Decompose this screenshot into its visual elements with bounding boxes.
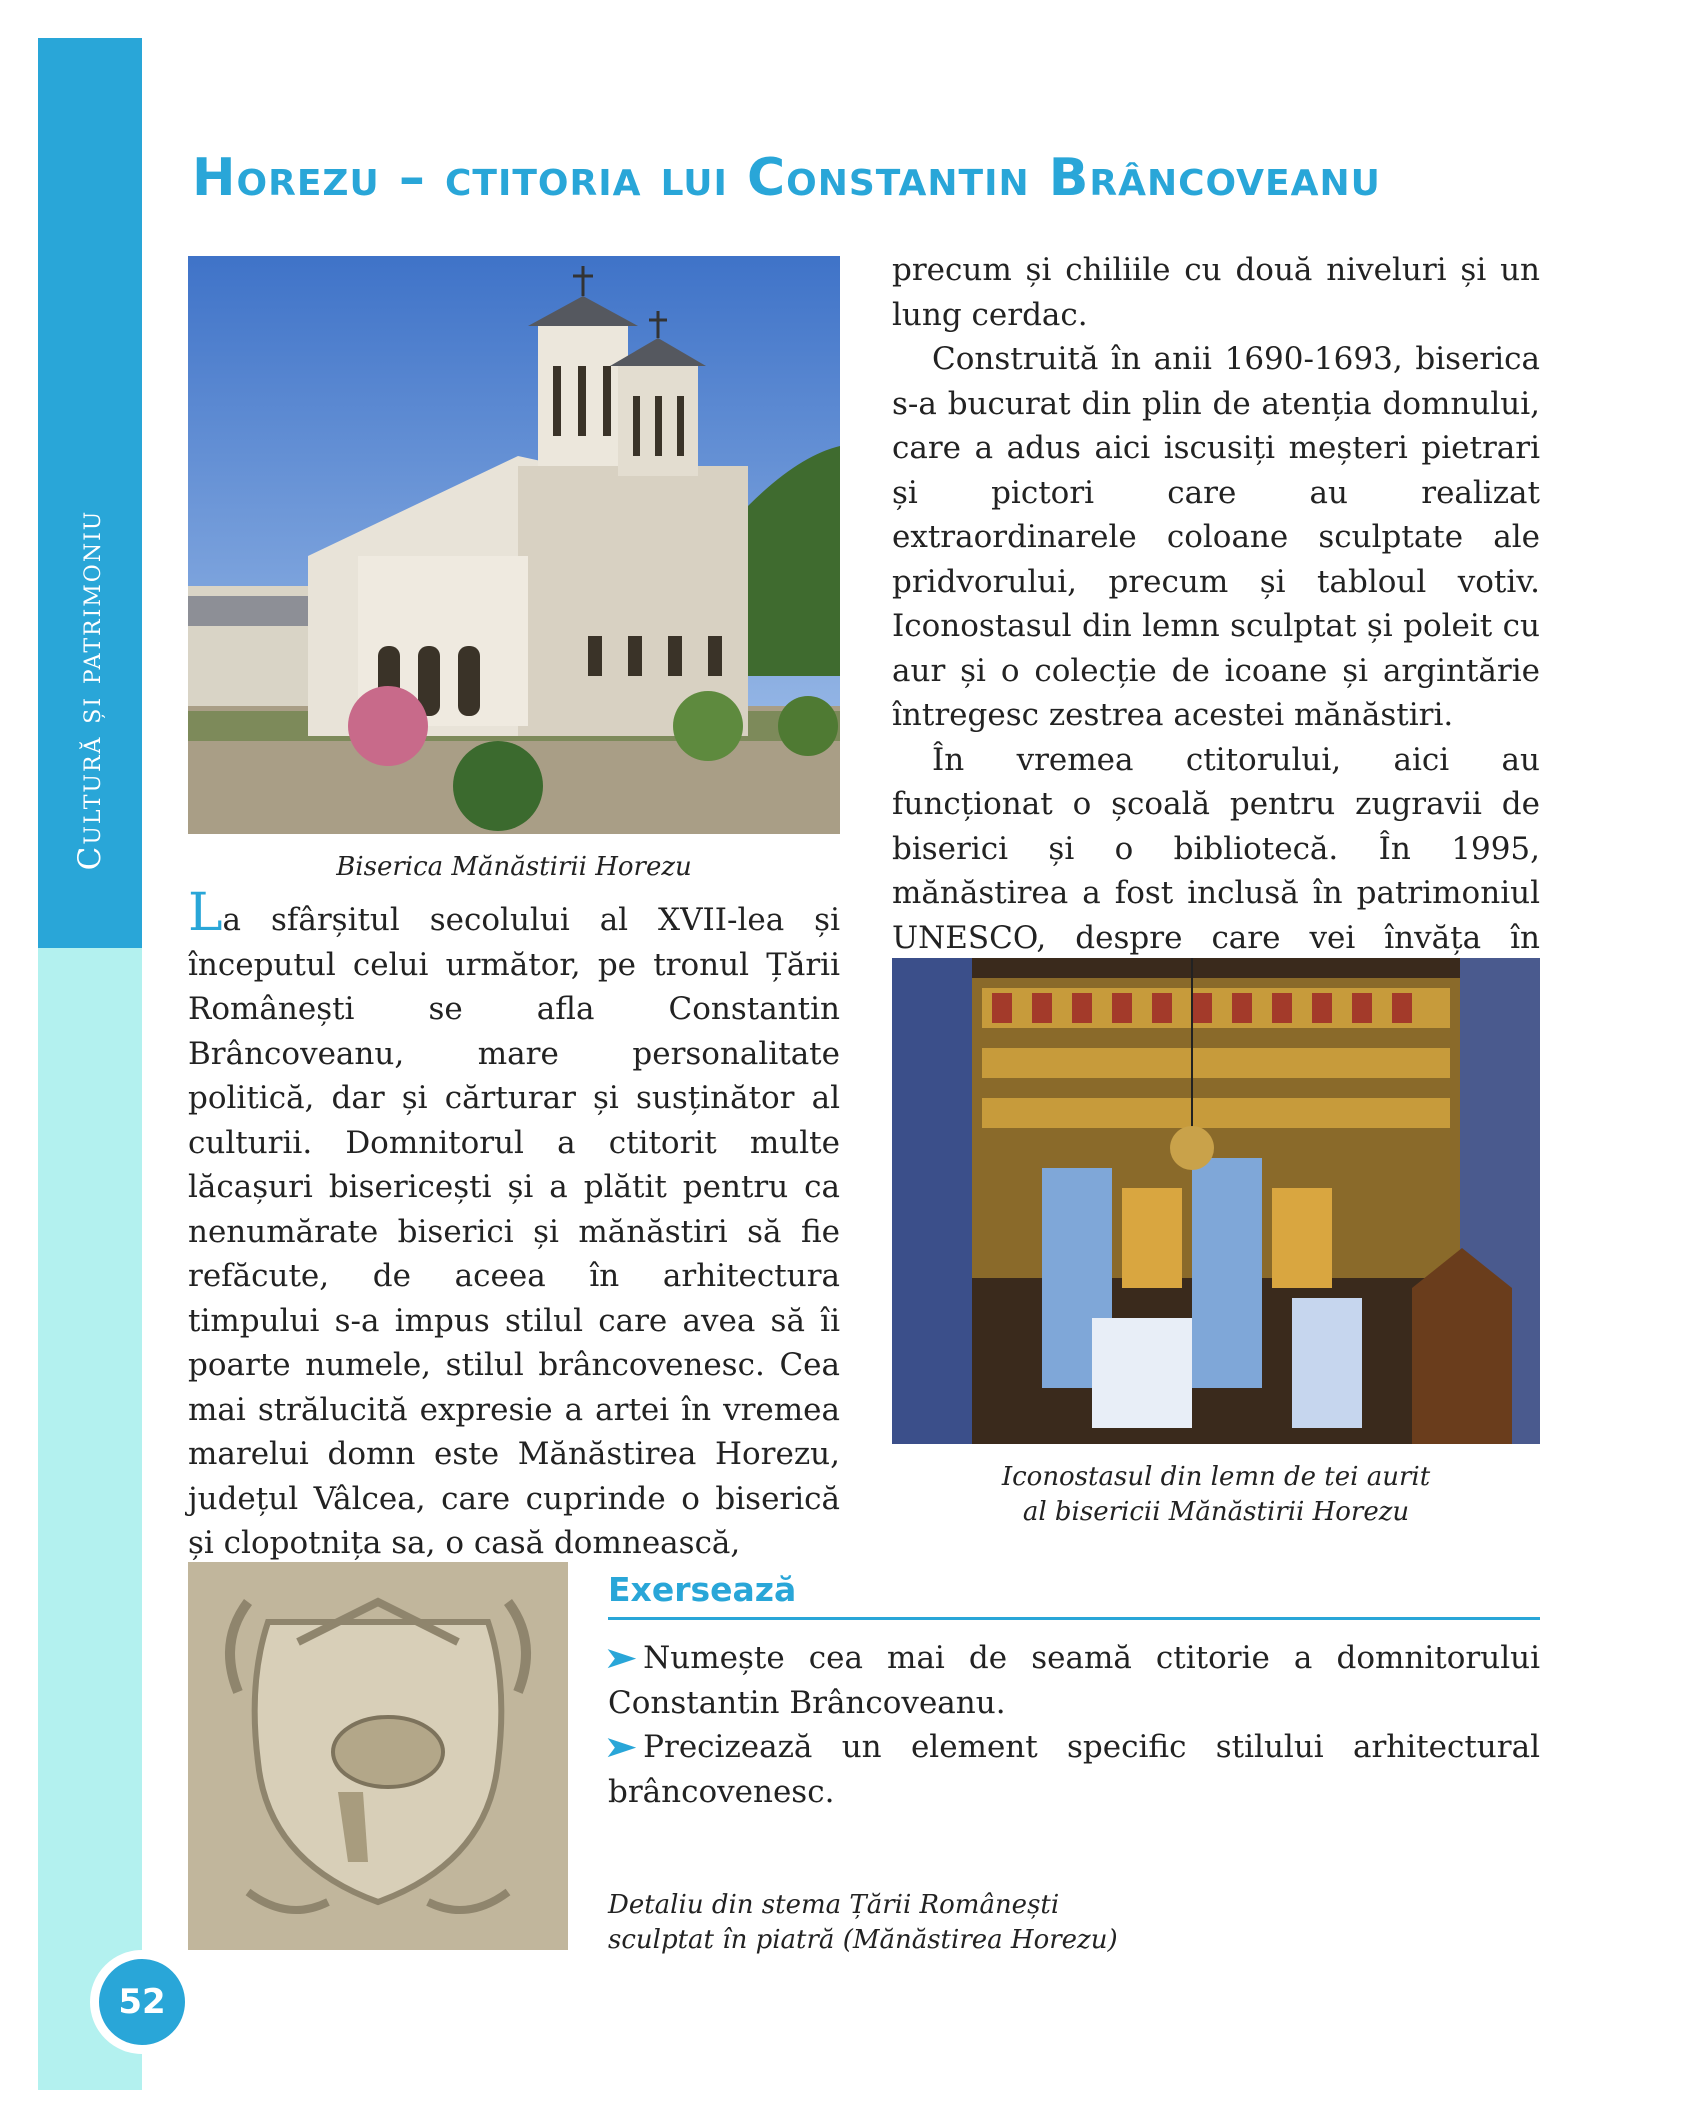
exercise-item-text: Precizează un element specific stilului arhitectural brâncovenesc.	[608, 1729, 1540, 1810]
church-photo-caption: Biserica Mănăstirii Horezu	[336, 852, 692, 882]
stone-crest-photo	[188, 1562, 568, 1950]
left-paragraph: a sfârșitul secolului al XVII-lea și începutul celui următor, pe tronul Țării Românești se afla Constantin Brâncoveanu, mare personalitate politică, dar și cărturar și susținător al culturii. Domnitorul a ctitorit multe lăcașuri bisericești și a plătit pentru ca nenumărate biserici și mănăstiri să fie refăcute, de aceea în arhitectura timpului s-a impus stilul care avea să îi poarte numele, stilul brâncovenesc. Cea mai strălucită expresie a artei în vremea marelui domn este Mănăstirea Horezu, județul Vâlcea, care cuprinde o biserică și clopotnița sa, o casă domnească,	[188, 902, 840, 1561]
page-title: Horezu – ctitoria lui Constantin Brâncoveanu	[192, 148, 1381, 208]
exercise-list	[602, 1636, 1540, 1814]
exercise-title: Exersează	[608, 1570, 797, 1609]
left-column-text	[188, 883, 840, 1566]
right-continuation: precum și chiliile cu două niveluri și un lung cerdac.	[892, 252, 1540, 333]
exercise-item	[602, 1636, 1540, 1725]
right-paragraph-1: Construită în anii 1690-1693, biserica s-a bucurat din plin de atenția domnului, care a adus aici iscusiți meșteri pietrari și pictori care au realizat extraordinarele coloane sculptate ale pridvorului, precum și tabloul votiv. Iconostasul din lemn sculptat și poleit cu aur și o colecție de icoane și argintărie întregesc zestrea acestei mănăstiri.	[892, 341, 1540, 733]
exercise-item-text: Numește cea mai de seamă ctitorie a domnitorului Constantin Brâncoveanu.	[608, 1640, 1540, 1721]
iconostasis-caption-line-2: al bisericii Mănăstirii Horezu	[1022, 1497, 1410, 1527]
dropcap: L	[188, 883, 223, 943]
exercise-item	[602, 1725, 1540, 1814]
page-number: 52	[90, 1950, 194, 2054]
right-paragraph-2: În vremea ctitorului, aici au funcționat o școală pentru zugravii de biserici și o bibliotecă. În 1995, mănăstirea a fost inclusă în patrimoniul UNESCO, despre care vei învăța în	[892, 741, 1540, 956]
right-column-text	[892, 248, 1540, 1005]
crest-caption-line-1: Detaliu din stema Țării Românești	[608, 1890, 1060, 1920]
crest-caption-line-2: sculptat în piatră (Mănăstirea Horezu)	[608, 1925, 1118, 1955]
sidebar-section-label: Cultură și patrimoniu	[72, 509, 108, 871]
arrow-right-icon: ➤	[602, 1730, 639, 1765]
exercise-divider	[608, 1617, 1540, 1620]
sidebar-band-bottom	[38, 948, 142, 2090]
crest-caption	[608, 1888, 1208, 1958]
church-photo	[188, 256, 840, 834]
iconostasis-caption	[892, 1460, 1540, 1530]
iconostasis-caption-line-1: Iconostasul din lemn de tei aurit	[1001, 1462, 1431, 1492]
arrow-right-icon: ➤	[602, 1641, 639, 1676]
iconostasis-photo	[892, 958, 1540, 1444]
